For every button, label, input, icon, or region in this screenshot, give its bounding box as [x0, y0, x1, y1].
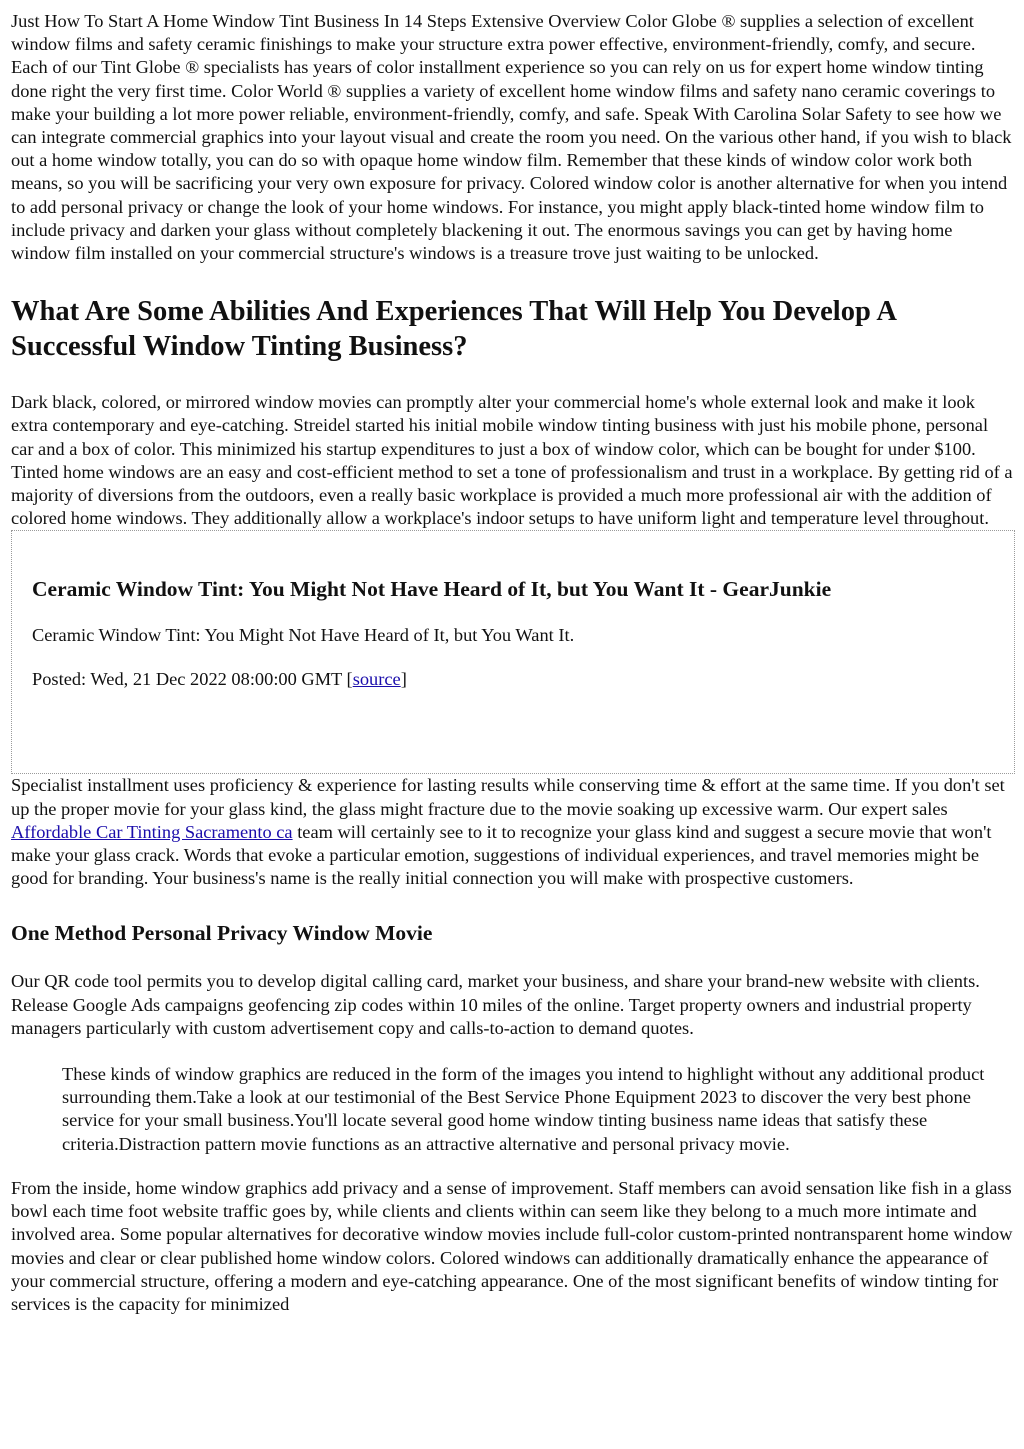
news-card-summary: Ceramic Window Tint: You Might Not Have Heard of It, but You Want It. [32, 625, 575, 646]
blockquote: These kinds of window graphics are reduced in the form of the images you intend to highlight without any additional product surrounding them.Take a look at our testimonial of the Best Service Phone Equipment 2023 to discover the very best phone service for your small business.You'll locate several good home window tinting business name ideas that satisfy these criteria.Distraction pattern movie functions as an attractive alternative and personal privacy movie. [62, 1064, 985, 1154]
news-card [11, 530, 1015, 774]
window-graphics-paragraph: From the inside, home window graphics add privacy and a sense of improvement. Staff members can avoid sensation like fish in a glass bowl each time foot website traffic goes by, while clients and clients within can seem like they belong to a much more intimate and involved area. Some popular alternatives for decorative window movies include full-color custom-printed nontransparent home window movies and clear or clear published home window colors. Colored windows can additionally dramatically enhance the appearance of your commercial structure, offering a modern and eye-catching appearance. One of the most significant benefits of window tinting for services is the capacity for minimized [11, 1177, 1013, 1314]
news-card-title: Ceramic Window Tint: You Might Not Have Heard of It, but You Want It - GearJunkie [32, 577, 832, 602]
installation-paragraph [11, 774, 1015, 890]
news-card-posted [32, 668, 1014, 691]
section-heading-abilities: What Are Some Abilities And Experiences That Will Help You Develop A Successful Window Tinting Business? [11, 296, 896, 362]
abilities-paragraph: Dark black, colored, or mirrored window movies can promptly alter your commercial home's whole external look and make it look extra contemporary and eye-catching. Streidel started his initial mobile window tinting business with just his mobile phone, personal car and a box of color. This minimized his startup expenditures to just a box of window color, which can be bought for under $100. Tinted home windows are an easy and cost-efficient method to set a tone of professionalism and trust in a workplace. By getting rid of a majority of diversions from the outdoors, even a really basic workplace is provided a much more professional air with the addition of colored home windows. They additionally allow a workplace's indoor setups to have uniform light and temperature level throughout. [11, 392, 1013, 529]
affordable-car-tinting-link[interactable]: Affordable Car Tinting Sacramento ca [11, 821, 293, 842]
section-heading-privacy: One Method Personal Privacy Window Movie [11, 921, 433, 946]
source-link[interactable]: source [352, 668, 401, 689]
intro-paragraph: Just How To Start A Home Window Tint Business In 14 Steps Extensive Overview Color Globe ® supplies a selection of excellent window films and safety ceramic finishings to make your structure extra power effective, environment-friendly, comfy, and secure. Each of our Tint Globe ® specialists has years of color installment experience so you can rely on us for expert home window tinting done right the very first time. Color World ® supplies a variety of excellent home window films and safety nano ceramic coverings to make your building a lot more power reliable, environment-friendly, comfy, and safe. Speak With Carolina Solar Safety to see how we can integrate commercial graphics into your layout visual and create the room you need. On the various other hand, if you wish to black out a home window totally, you can do so with opaque home window film. Remember that these kinds of window color work both means, so you will be sacrificing your very own exposure for privacy. Colored window color is another alternative for when you intend to add personal privacy or change the look of your home windows. For instance, you might apply black-tinted home window film to include privacy and darken your glass without completely blackening it out. The enormous savings you can get by having home window film installed on your commercial structure's windows is a treasure trove just waiting to be unlocked. [11, 11, 1012, 264]
article [11, 10, 1015, 1316]
posted-date: Posted: Wed, 21 Dec 2022 08:00:00 GMT [ [32, 668, 353, 689]
posted-bracket-close: ] [400, 668, 407, 689]
installation-text-end: team will certainly see to it to recognize your glass kind and suggest a secure movie that won't make your glass crack. Words that evoke a particular emotion, suggestions of individual experiences, and travel memories might be good for branding. Your business's name is the really initial connection you will make with prospective customers. [11, 821, 992, 889]
qr-code-paragraph: Our QR code tool permits you to develop digital calling card, market your business, and share your brand-new website with clients. Release Google Ads campaigns geofencing zip codes within 10 miles of the online. Target property owners and industrial property managers particularly with custom advertisement copy and calls-to-action to demand quotes. [11, 971, 980, 1038]
installation-text-start: Specialist installment uses proficiency & experience for lasting results while conserving time & effort at the same time. If you don't set up the proper movie for your glass kind, the glass might fracture due to the movie soaking up excessive warm. Our expert sales [11, 775, 1005, 819]
